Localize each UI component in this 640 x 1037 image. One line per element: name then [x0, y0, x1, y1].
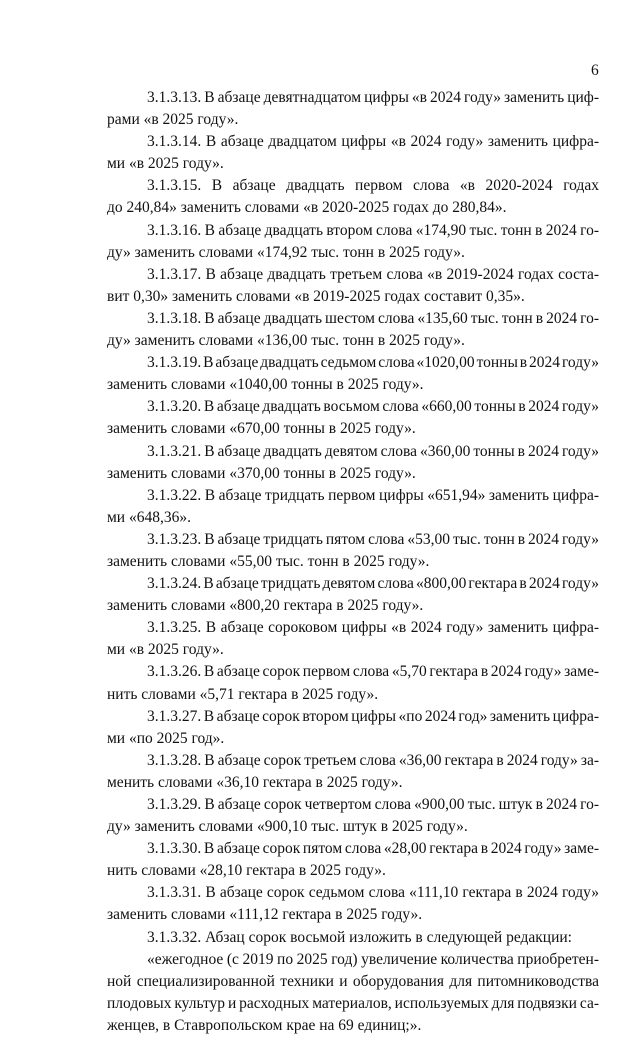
paragraph: [107, 529, 599, 573]
paragraph: [107, 87, 599, 131]
paragraph: [107, 882, 599, 926]
paragraph: [107, 750, 599, 794]
text-line: 3.1.3.20. В абзаце двадцать восьмом слова «660,00 тонны в 2024 году»: [147, 398, 599, 416]
text-line: 3.1.3.15. В абзаце двадцать первом слова «в 2020-2024 годах: [147, 177, 599, 195]
paragraph: [107, 573, 599, 617]
text-line: 3.1.3.27. В абзаце сорок втором цифры «по 2024 год» заменить цифра-: [147, 707, 599, 725]
paragraph: [107, 264, 599, 308]
text-line: 3.1.3.18. В абзаце двадцать шестом слова «135,60 тыс. тонн в 2024 го-: [147, 309, 599, 327]
text-line: вит 0,30» заменить словами «в 2019-2025 годах составит 0,35».: [107, 287, 525, 305]
paragraph: [107, 308, 599, 352]
text-line: плодовых культур и расходных материалов, используемых для подвязки са-: [107, 994, 599, 1012]
paragraph: [107, 220, 599, 264]
text-line: 3.1.3.32. Абзац сорок восьмой изложить в следующей редакции:: [147, 928, 572, 946]
text-line: 3.1.3.29. В абзаце сорок четвертом слова «900,00 тыс. штук в 2024 го-: [147, 796, 599, 813]
paragraph: [107, 352, 599, 396]
text-line: заменить словами «1040,00 тонны в 2025 году».: [107, 376, 424, 394]
text-line: 3.1.3.19. В абзаце двадцать седьмом слова «1020,00 тонны в 2024 году»: [147, 354, 599, 372]
text-line: менить словами «36,10 гектара в 2025 году».: [107, 773, 403, 791]
text-line: 3.1.3.14. В абзаце двадцатом цифры «в 2024 году» заменить цифра-: [147, 133, 599, 151]
paragraph: [107, 131, 599, 175]
text-line: 3.1.3.17. В абзаце двадцать третьем слова «в 2019-2024 годах соста-: [147, 265, 599, 283]
text-line: ми «в 2025 году».: [107, 641, 224, 659]
paragraph: [107, 949, 599, 1037]
text-line: женцев, в Ставропольском крае на 69 единиц;».: [107, 1016, 422, 1034]
text-line: 3.1.3.31. В абзаце сорок седьмом слова «111,10 гектара в 2024 году»: [147, 884, 599, 902]
text-line: «ежегодное (с 2019 по 2025 год) увеличение количества приобретен-: [147, 950, 599, 968]
text-line: 3.1.3.24. В абзаце тридцать девятом слова «800,00 гектара в 2024 году»: [147, 575, 599, 593]
text-line: ду» заменить словами «174,92 тыс. тонн в 2025 году».: [107, 243, 465, 261]
text-line: заменить словами «800,20 гектара в 2025 году».: [107, 597, 424, 615]
text-line: 3.1.3.23. В абзаце тридцать пятом слова «53,00 тыс. тонн в 2024 году»: [147, 530, 599, 548]
page-number: 6: [591, 62, 599, 79]
text-line: ми «в 2025 году».: [107, 155, 224, 173]
text-line: 3.1.3.30. В абзаце сорок пятом слова «28,00 гектара в 2024 году» заме-: [147, 840, 599, 858]
paragraph: [107, 794, 599, 838]
paragraph: [107, 706, 599, 750]
paragraph: [107, 441, 599, 485]
text-line: ду» заменить словами «900,10 тыс. штук в 2025 году».: [107, 818, 468, 836]
text-line: ми «по 2025 год».: [107, 729, 225, 747]
paragraph: [107, 617, 599, 661]
text-line: 3.1.3.16. В абзаце двадцать втором слова «174,90 тыс. тонн в 2024 го-: [147, 221, 599, 239]
text-line: 3.1.3.22. В абзаце тридцать первом цифры «651,94» заменить цифра-: [147, 486, 599, 504]
text-line: заменить словами «670,00 тонны в 2025 году».: [107, 420, 416, 438]
text-line: ду» заменить словами «136,00 тыс. тонн в 2025 году».: [107, 332, 465, 350]
paragraph: [107, 175, 599, 219]
paragraph: [107, 927, 599, 949]
text-line: 3.1.3.21. В абзаце двадцать девятом слова «360,00 тонны в 2024 году»: [147, 442, 599, 460]
text-line: нить словами «5,71 гектара в 2025 году».: [107, 685, 379, 703]
text-line: 3.1.3.13. В абзаце девятнадцатом цифры «в 2024 году» заменить циф-: [147, 89, 599, 106]
text-line: ной специализированной техники и оборудования для питомниководства: [107, 972, 599, 990]
text-line: ми «648,36».: [107, 508, 191, 526]
text-line: нить словами «28,10 гектара в 2025 году».: [107, 862, 386, 880]
text-line: до 240,84» заменить словами «в 2020-2025 годах до 280,84».: [107, 199, 507, 217]
text-line: 3.1.3.28. В абзаце сорок третьем слова «36,00 гектара в 2024 году» за-: [147, 751, 599, 769]
text-line: 3.1.3.25. В абзаце сороковом цифры «в 2024 году» заменить цифра-: [147, 619, 599, 637]
paragraph: [107, 485, 599, 529]
text-line: заменить словами «111,12 гектара в 2025 году».: [107, 906, 423, 924]
paragraph: [107, 396, 599, 440]
paragraph: [107, 661, 599, 705]
text-line: рами «в 2025 году».: [107, 111, 239, 129]
text-line: 3.1.3.26. В абзаце сорок первом слова «5,70 гектара в 2024 году» заме-: [147, 663, 599, 681]
paragraph: [107, 838, 599, 882]
text-line: заменить словами «370,00 тонны в 2025 году».: [107, 464, 416, 482]
text-line: заменить словами «55,00 тыс. тонн в 2025 году».: [107, 552, 430, 570]
